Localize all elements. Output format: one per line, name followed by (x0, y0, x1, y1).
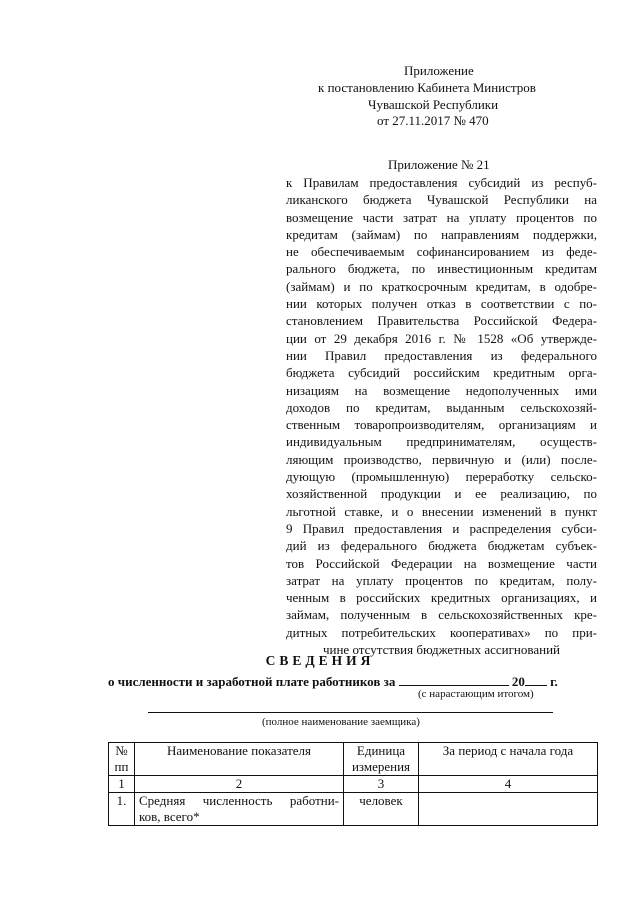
header-unit-line2: измерения (351, 759, 411, 774)
row-value (419, 793, 598, 826)
annex-body-line: нии которых получен отказ в соответствии с по- (286, 296, 597, 312)
annex-body-line: займам, полученным в сельскохозяйственных кре- (286, 607, 597, 623)
row-indicator-name (135, 793, 344, 826)
header-unit (344, 743, 419, 776)
form-title: СВЕДЕНИЯ (265, 653, 375, 668)
annex-body-line: (займам) и по краткосрочным кредитам, в одобре- (286, 278, 597, 294)
header-period: За период с начала года (419, 743, 598, 776)
indicators-table (108, 742, 598, 826)
annex-body-line: 9 Правил предоставления и распределения субси- (286, 520, 597, 536)
header-republic-line: Чувашской Республики (368, 97, 499, 112)
col-number-4: 4 (419, 776, 598, 793)
period-blank (399, 673, 509, 686)
annex-body-line: к Правилам предоставления субсидий из респуб- (286, 175, 597, 190)
row-unit: человек (344, 793, 419, 826)
header-no (109, 743, 135, 776)
header-date-line: от 27.11.2017 № 470 (377, 113, 489, 128)
annex-title: Приложение № 21 (388, 157, 490, 172)
annex-body-line: индивидуальным предпринимателям, осуществ- (286, 434, 597, 450)
row-name-line2: ков, всего* (139, 809, 200, 824)
annex-body-line: дий из федерального бюджета бюджетам субъек- (286, 538, 597, 554)
annex-body-line: возмещение части затрат на уплату процентов по (286, 209, 597, 225)
annex-body (286, 174, 597, 658)
borrower-name-line (148, 712, 553, 713)
column-number-row (109, 776, 598, 793)
annex-body-line: не обеспечиваемым софинансированием из феде- (286, 244, 597, 260)
annex-body-line: низациям на возмещение недополученных ими (286, 382, 597, 398)
annex-body-line: дитных потребительских кооперативах» по при- (286, 624, 597, 640)
annex-body-line: ственным товаропроизводителям, организациям и (286, 417, 597, 433)
row-number: 1. (109, 793, 135, 826)
annex-body-line: ляющим производство, первичную и (или) после- (286, 451, 597, 467)
annex-body-line: нии Правил предоставления из федерального (286, 347, 597, 363)
header-no-line1: № (115, 743, 128, 758)
year-blank (525, 673, 547, 686)
annex-body-line: бюджета субсидий российским кредитным орга- (286, 365, 597, 381)
annex-body-line: чине отсутствия бюджетных ассигнований (322, 642, 560, 658)
annex-body-line: ченным в российских кредитных организациях, и (286, 590, 597, 606)
col-number-2: 2 (135, 776, 344, 793)
row-name-line1: Средняя численность работни- (139, 793, 339, 808)
col-number-3: 3 (344, 776, 419, 793)
annex-body-line: затрат на уплату процентов по кредитам, полу- (286, 572, 597, 588)
cumulative-note: (с нарастающим итогом) (418, 688, 534, 700)
annex-body-line: кредитам (займам) по направлениям поддержки, (286, 226, 597, 242)
header-no-line2: пп (114, 759, 129, 774)
annex-body-line: хозяйственной продукции и ее реализацию, по (286, 486, 597, 502)
borrower-caption: (полное наименование заемщика) (262, 716, 420, 728)
table-row (109, 793, 598, 826)
annex-body-line: тов Российской Федерации на возмещение части (286, 555, 597, 571)
annex-body-line: дующую (промышленную) переработку сельско- (286, 469, 597, 485)
annex-body-line: доходов по кредитам, выданным сельскохозяй- (286, 399, 597, 415)
header-unit-line1: Единица (356, 743, 406, 758)
header-indicator-name: Наименование показателя (135, 743, 344, 776)
annex-body-line: рального бюджета, по инвестиционным кредитам (286, 261, 597, 277)
annex-body-line: ликанского бюджета Чувашской Республики на (286, 192, 597, 208)
header-appendix-label: Приложение (404, 63, 474, 78)
col-number-1: 1 (109, 776, 135, 793)
table-header-row (109, 743, 598, 776)
form-subtitle-year: 20 (511, 674, 525, 689)
annex-body-line: льготной ставке, и о внесении изменений в пункт (286, 503, 597, 519)
header-decree-line: к постановлению Кабинета Министров (318, 80, 536, 95)
form-subtitle-text: о численности и заработной плате работников за (108, 674, 396, 689)
form-subtitle-suffix: г. (550, 674, 558, 689)
annex-body-line: ции от 29 декабря 2016 г. № 1528 «Об утвержде- (286, 330, 597, 346)
annex-body-line: становлением Правительства Российской Федера- (286, 313, 597, 329)
